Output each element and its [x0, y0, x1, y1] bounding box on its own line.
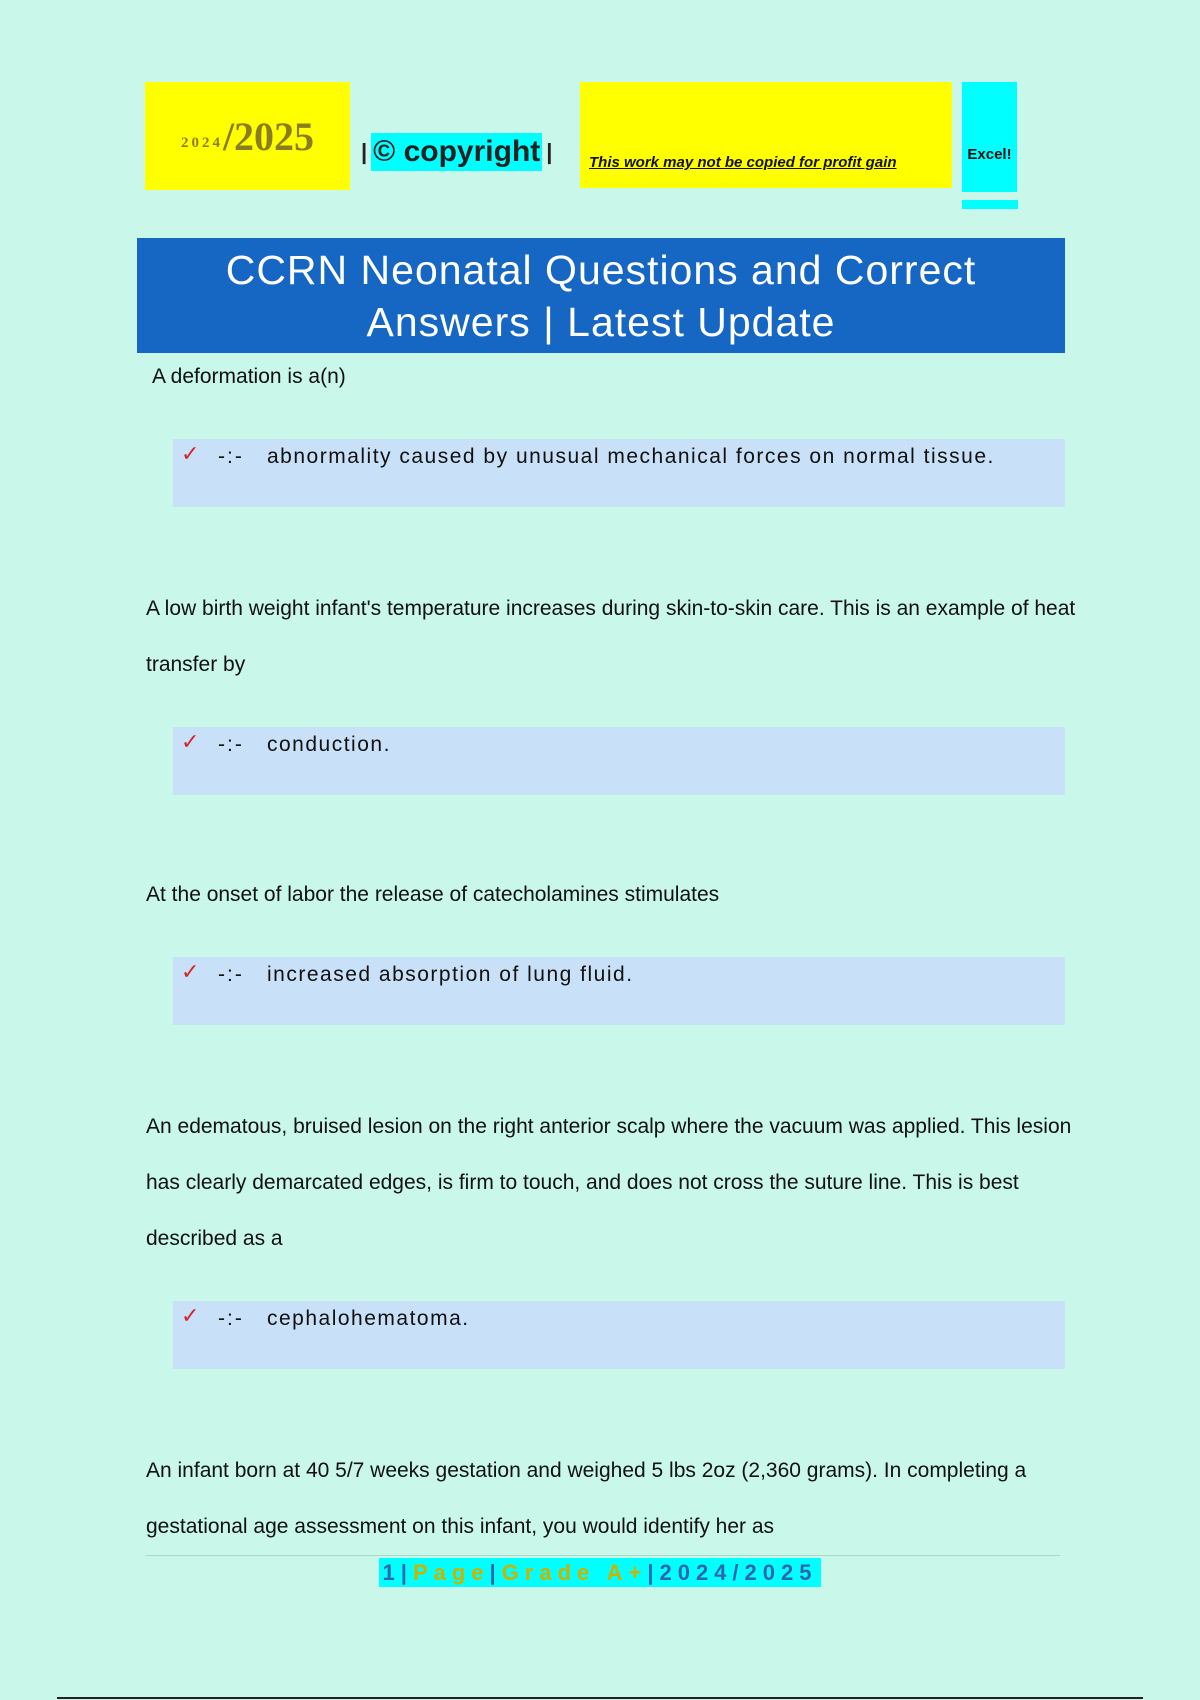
answer-marker: -:- [218, 1307, 244, 1330]
excel-underbar [962, 200, 1018, 209]
check-icon: ✓ [181, 1303, 200, 1328]
year-badge [145, 82, 350, 190]
copy-notice-box [580, 82, 952, 188]
year-small: 2024 [180, 134, 223, 151]
question-5: An infant born at 40 5/7 weeks gestation and weighed 5 lbs 2oz (2,360 grams). In completing a gestational age assessment on this infant, you would identify her as [146, 1459, 1027, 1538]
answer-text: increased absorption of lung fluid. [267, 963, 634, 986]
year-big: /2025 [222, 113, 315, 159]
answer-4 [173, 1301, 1065, 1369]
question-1: A deformation is a(n) [152, 365, 346, 388]
copy-notice: This work may not be copied for profit gain [589, 154, 897, 171]
answer-marker: -:- [218, 733, 244, 756]
page-label: Page [412, 1560, 490, 1585]
answer-text: conduction. [267, 733, 391, 756]
copyright-label: | © copyright | [357, 130, 556, 174]
question-3: At the onset of labor the release of catecholamines stimulates [146, 883, 720, 906]
grade-label: Grade A+ [501, 1560, 648, 1585]
excel-badge [962, 82, 1017, 192]
page-number: 1 [382, 1560, 401, 1585]
title-banner [137, 238, 1065, 353]
footer-divider [146, 1555, 1060, 1556]
answer-text: cephalohematoma. [267, 1307, 470, 1330]
page-title: CCRN Neonatal Questions and Correct Answers | Latest Update [225, 246, 977, 345]
answer-3 [173, 957, 1065, 1025]
question-2: A low birth weight infant's temperature increases during skin-to-skin care. This is an example of heat transfer by [146, 597, 1076, 676]
check-icon: ✓ [181, 441, 200, 466]
question-4: An edematous, bruised lesion on the right anterior scalp where the vacuum was applied. This lesion has clearly demarcated edges, is firm to touch, and does not cross the suture line. This is best described as a [146, 1115, 1072, 1250]
answer-1 [173, 439, 1065, 507]
answer-text: abnormality caused by unusual mechanical forces on normal tissue. [267, 445, 995, 468]
check-icon: ✓ [181, 729, 200, 754]
answer-marker: -:- [218, 445, 244, 468]
page-footer [0, 1560, 1200, 1586]
footer-year: 2024/2025 [659, 1560, 818, 1585]
excel-label: Excel! [967, 145, 1012, 163]
copyright-text: © copyright [371, 133, 542, 171]
check-icon: ✓ [181, 959, 200, 984]
bottom-border [57, 1697, 1143, 1699]
footer-label: 1|Page|Grade A+|2024/2025 [379, 1558, 822, 1587]
answer-marker: -:- [218, 963, 244, 986]
answer-2 [173, 727, 1065, 795]
